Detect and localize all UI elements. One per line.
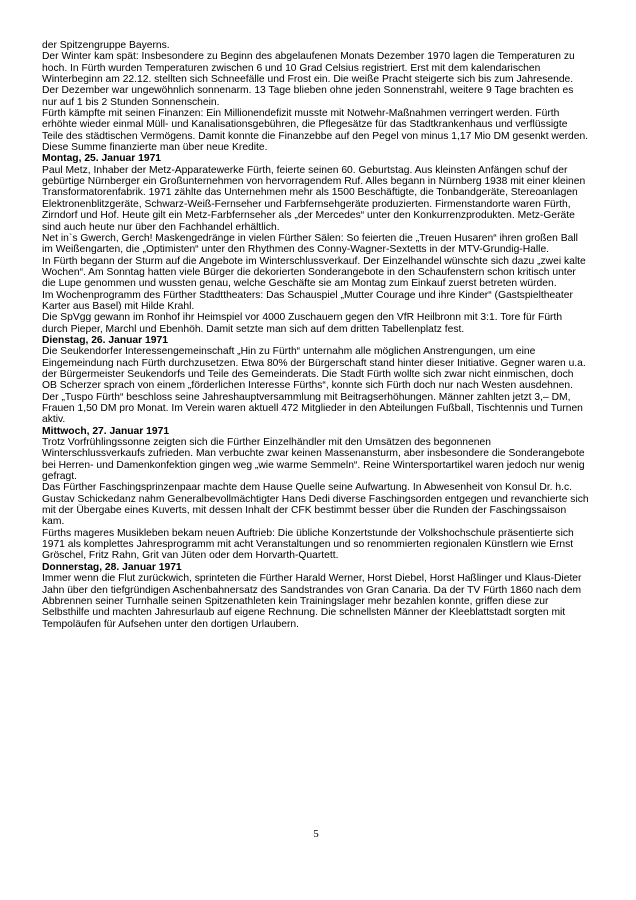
paragraph: Die SpVgg gewann im Ronhof ihr Heimspiel vor 4000 Zuschauern gegen den VfR Heilbronn mit 3:1. Tore für Fürth durch Pieper, Marchl und Ebenhöh. Damit setzte man sich auf dem dritten Tabellenplatz fest. <box>42 312 563 335</box>
paragraph: Das Fürther Faschingsprinzenpaar machte dem Hause Quelle seine Aufwartung. In Abwesenheit von Konsul Dr. h.c. Gustav Schickedanz nahm Generalbevollmächtigter Hans Dedi diverse Faschingsorden entgegen und revanchierte sich mit der Übergabe eines Kuverts, mit dessen Inhalt der CFK bestimmt besser über die Runden der Faschingssaison kam. <box>42 482 589 528</box>
section-intro <box>42 40 590 153</box>
page-number: 5 <box>313 828 319 840</box>
paragraph: Fürths mageres Musikleben bekam neuen Auftrieb: Die übliche Konzertstunde der Volkshochschule präsentierte sich 1971 als komplettes Jahresprogramm mit acht Veranstaltungen und so renommierten regionalen Künstlern wie Ernst Gröschel, Fritz Rahn, Grit van Jüten oder dem Horvarth-Quartett. <box>42 527 574 562</box>
date-heading: Donnerstag, 28. Januar 1971 <box>42 561 182 573</box>
date-heading: Dienstag, 26. Januar 1971 <box>42 334 168 346</box>
paragraph: Fürth kämpfte mit seinen Finanzen: Ein Millionendefizit musste mit Notwehr-Maßnahmen verringert werden. Fürth erhöhte wieder einmal Müll- und Kanalisationsgebühren, die Pflegesätze für das Stadtkrankenhaus und verflüssigte Teile des städtischen Vermögens. Damit konnte die Finanzebbe auf den Pegel von minus 1,17 Mio DM gesenkt werden. Diese Summe finanzierte man über neue Kredite. <box>42 108 589 154</box>
paragraph: In Fürth begann der Sturm auf die Angebote im Winterschlussverkauf. Der Einzelhandel wünschte sich dazu „zwei kalte Wochen“. Am Sonntag hatten viele Bürger die dekorierten Sonderangebote in den Schaufenstern schon kritisch unter die Lupe genommen und wussten genau, welche Geschäfte sie am Montag zum Einkauf zuerst betreten würden. <box>42 255 586 290</box>
section-montag <box>42 153 590 335</box>
section-donnerstag <box>42 562 590 630</box>
paragraph: der Spitzengruppe Bayerns. <box>42 40 170 51</box>
section-mittwoch <box>42 426 590 562</box>
paragraph: Der „Tuspo Fürth“ beschloss seine Jahreshauptversammlung mit Beitragserhöhungen. Männer zahlten jetzt 3,– DM, Frauen 1,50 DM pro Monat. Im Verein waren aktuell 472 Mitglieder in den Abteilungen Fußball, Tischtennis und Turnen aktiv. <box>42 391 583 426</box>
paragraph: Net in`s Gwerch, Gerch! Maskengedränge in vielen Fürther Sälen: So feierten die „Treuen Husaren“ ihren großen Ball im Weißengarten, die „Optimisten“ unter den Rhythmen des Conny-Wagner-Sextetts in der MTV-Grundig-Halle. <box>42 232 578 256</box>
paragraph: Im Wochenprogramm des Fürther Stadttheaters: Das Schauspiel „Mutter Courage und ihre Kinder“ (Gastspieltheater Karter aus Basel) mit Hilde Krahl. <box>42 289 573 312</box>
paragraph: Der Winter kam spät: Insbesondere zu Beginn des abgelaufenen Monats Dezember 1970 lagen die Temperaturen zu hoch. In Fürth wurden Temperaturen zwischen 6 und 10 Grad Celsius registriert. Erst mit dem kalendarischen Winterbeginn am 22.12. stellten sich Schneefälle und Frost ein. Die weiße Pracht steigerte sich bis zum Jahresende. Der Dezember war ungewöhnlich sonnenarm. 13 Tage blieben ohne jeden Sonnenstrahl, weitere 9 Tage brachten es nur auf 1 bis 2 Stunden Sonnenschein. <box>42 51 575 108</box>
section-dienstag <box>42 335 590 426</box>
paragraph: Paul Metz, Inhaber der Metz-Apparatewerke Fürth, feierte seinen 60. Geburtstag. Aus kleinsten Anfängen schuf der gebürtige Nürnberger ein Großunternehmen von hervorragendem Ruf. Alles begann in Nürnberg 1938 mit einer kleinen Transformatorenfabrik. 1971 zählte das Unternehmen mehr als 1500 Beschäftigte, die Tonbandgeräte, Stereoanlagen Elektronenblitzgeräte, Schwarz-Weiß-Fernseher und Farbfernsehgeräte produzierten. Firmenstandorte waren Fürth, Zirndorf und Hof. Heute gilt ein Metz-Farbfernseher als „der Mercedes“ unter den Konkurrenzprodukten. Metz-Geräte sind auch heute nur über den Fachhandel erhältlich. <box>42 164 586 233</box>
page-content <box>42 40 590 630</box>
paragraph: Die Seukendorfer Interessengemeinschaft „Hin zu Fürth“ unternahm alle möglichen Anstrengungen, um eine Eingemeindung nach Fürth durchzusetzen. Etwa 80% der Bürgerschaft stand hinter dieser Initiative. Gegner waren u.a. der Bürgermeister Seukendorfs und Teile des Gemeinderats. Die Stadt Fürth wollte sich zwar nicht einmischen, doch OB Scherzer sprach von einem „förderlichen Interesse Fürths“, konnte sich Fürth doch nur nach Westen ausdehnen. <box>42 346 586 392</box>
date-heading: Montag, 25. Januar 1971 <box>42 153 162 165</box>
paragraph: Trotz Vorfrühlingssonne zeigten sich die Fürther Einzelhändler mit den Umsätzen des begonnenen Winterschlussverkaufs zufrieden. Man verbuchte zwar keinen Massenansturm, aber insbesondere die Sonderangebote bei Herren- und Damenkonfektion gingen weg „wie warme Semmeln“. Reine Wintersportartikel waren jedoch nur wenig gefragt. <box>42 437 585 483</box>
date-heading: Mittwoch, 27. Januar 1971 <box>42 425 170 437</box>
paragraph: Immer wenn die Flut zurückwich, sprinteten die Fürther Harald Werner, Horst Diebel, Horst Haßlinger und Klaus-Dieter Jahn über den tiefgründigen Aschenbahnersatz des Sandstrandes von Gran Canaria. Da der TV Fürth 1860 nach dem Abbrennen seiner Turnhalle seinen Spitzenathleten kein Trainingslager mehr bezahlen konnte, griffen diese zur Selbsthilfe und machten Jahresurlaub auf eigene Rechnung. Die schnellsten Männer der Kleeblattstadt sorgten mit Tempoläufen für Aufsehen unter den dortigen Urlaubern. <box>42 573 582 630</box>
